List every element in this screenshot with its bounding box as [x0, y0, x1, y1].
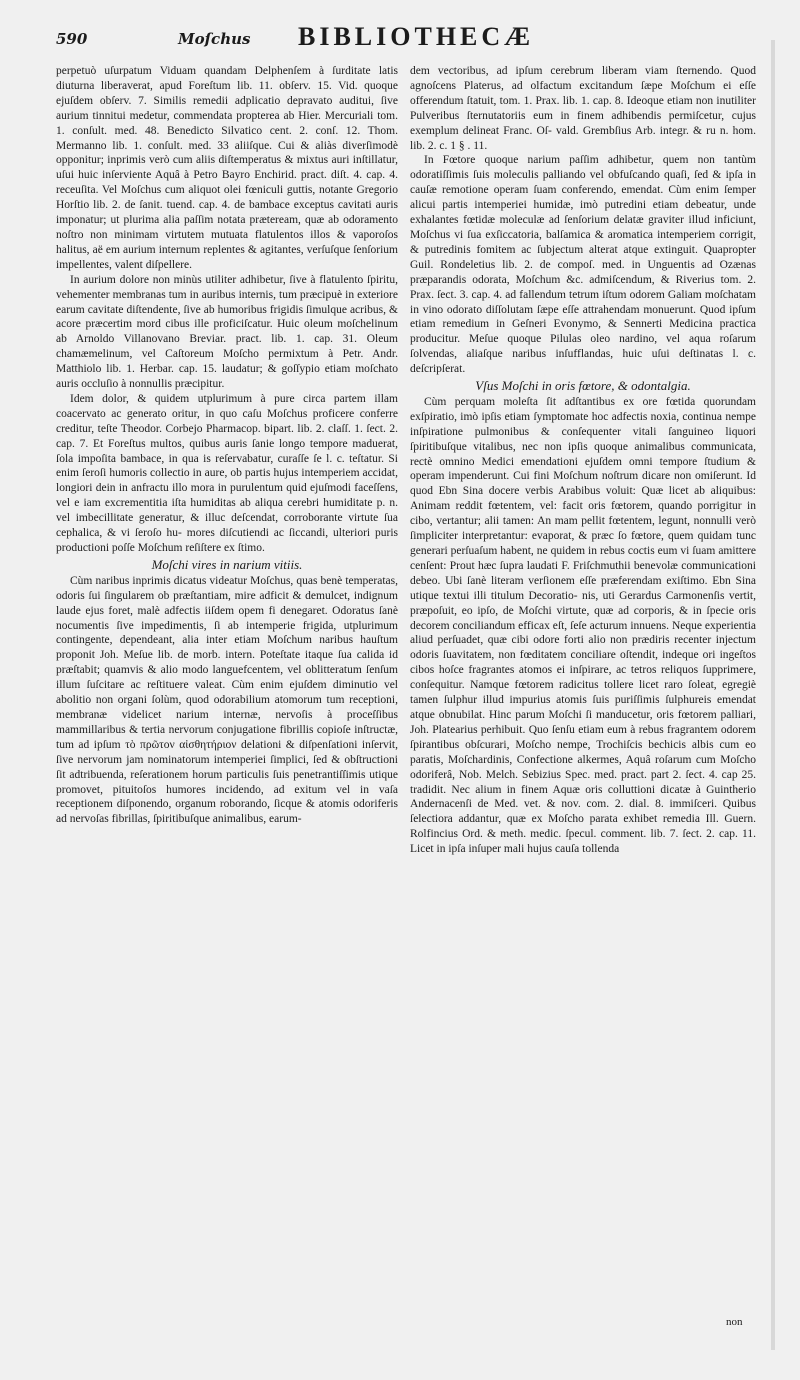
paragraph: In Fœtore quoque narium paſſim adhibetur, quem non tantùm odoratiſſimis ſuis moleculis palliando vel obfuſcando quaſi, ſed & ipſa in cauſæ remotione operam ſuam conferendo, emendat. Cùm enim ſemper alicui partis intemperiei humidæ, imò putredini etiam debeatur, unde exhalantes fœtidæ moleculæ ad ſenſorium delatæ graviter illud inficiunt, Moſchus vi ſua exſiccatoria, balſamica & aromatica intemperiem corrigit, & putredinis fomitem ac ſubjectum alterat atque extinguit. Quapropter Guil. Rondeletius lib. 2. de compoſ. med. in Unguentis ad Ozænas præparandis odorata, Moſchum &c. admiſcendum, & Riverius tom. 2. Prax. ſect. 3. cap. 4. ad fallendum tetrum iſtum odorem Galiam moſchatam in vino odorato diſſolutam ſæpe eſſe attrahendam monuerunt. Quod ipſum etiam remedium in Geſneri Evonymo, & Sennerti Medicina practica producitur. Meſue quoque Pilulas oleo nardino, vel aqua roſarum ſolvendas, aliaſque naribus inſufflandas, huic uſui deſtinatas l. c. deſcripſerat.	[410, 154, 756, 376]
paragraph: Idem dolor, & quidem utplurimum à pure circa partem illam coacervato ac generato oritur, in quo caſu Moſchus proficere conferre creditur, teſte Theodor. Corbejo Pharmacop. bipart. lib. 2. claſſ. 1. ſect. 2. cap. 7. Et Foreſtus multos, quibus auris ſanie longo tempore maduerat, ſola impoſita bambace, in qua is reſervabatur, curaſſe ſe l. c. teſtatur. Si enim ſeroſi humoris collectio in aure, ob partis hujus intemperiem accidat, longiori dein in anfractu illo mora in purulentum quid ejuſmodi faceſſens, vel e iam excrementitia iſta humiditas ab aliqua cerebri humiditate p. n. vel imbecillitate generatur, & illuc deſcendat, corroborante virtute ſua cephalica, & vi ſeroſo hu- mores diſcutiendi ac ſiccandi, ulteriori puris productioni poſſe Moſchum reſiſtere ex ſtimo.	[56, 392, 398, 554]
running-header	[56, 20, 756, 54]
page-title: BIBLIOTHECÆ	[298, 22, 535, 51]
page-edge-shadow	[771, 40, 775, 1350]
catchword: non	[726, 1316, 743, 1328]
paragraph: perpetuò uſurpatum Viduam quandam Delphenſem à ſurditate latis diuturna liberaverat, apud Foreſtum lib. 11. obſerv. 15. Vid. quoque ejuſdem obſerv. 7. Similis remedii adplicatio depravato auditui, ſive aurium tinnitui medetur, commendata propterea ab Hier. Mercuriali tom. 1. conſult. med. 48. Benedicto Silvatico cent. 2. conſ. 12. Thom. Mermanno lib. 1. conſult. med. 33 aliiſque. Cui & aliàs diverſimodè opponitur; inprimis verò cum aliis diſtemperatus & mixtus auri inſtillatur, uſui huic inſerviente Aquâ à Petro Bayro Enchirid. pract. diſt. 4. cap. 4. receuſita. Vel Moſchus cum aliquot olei fœniculi guttis, notante Gregorio Horſtio lib. 2. de ſanit. tuend. cap. 4. de bambace exceptus cavitati auris imponatur; ut plurima alia paſſim notata præteream, quæ ab odoramento noſtro non minimam virtutem mutuata flatulentos illos & vaporoſos halitus, aë em aurium internum replentes & agitantes, verſuſque ſenſorium impellentes, valent diſpellere.	[56, 65, 398, 271]
section-heading: Vſus Moſchi in oris fœtore, & odontalgia.	[475, 378, 691, 394]
right-column	[410, 64, 756, 857]
paragraph: Cùm perquam moleſta ſit adſtantibus ex ore fœtida quorundam exſpiratio, imò ipſis etiam ſymptomate hoc adfectis noxia, continua nempe inſpiratione pulmonibus & conſequenter vitali ſanguineo liquori ſpiritibuſque vitalibus, nec non ipſis quoque animalibus communicata, rectè omnino Medici emendationi ejuſdem omni tempore ſtudium & operam impenderunt. Cui fini Moſchum noſtrum dicare non omiſerunt. Id quod Ebn Sina docere verbis Arabibus voluit: Quæ licet ab aliquibus: Animam reddit fœtentem, vel: facit oris fœtorem, quando porrigitur in cibo, vertantur; alii tamen: An mam pellit fœtentem, legunt, nonnulli verò ſimpliciter interpretantur: evaporat, & præc ſo fœtore, quem quidam tunc generari perſuaſum habent, ne quidem in rebus coctis eum vi ſuam amittere cenſent: Prout hæc ſupra laudati F. Friſchmuthii benevolæ communicationi debeo. Ubi ſanè literam verſionem eſſe præferendam exiſtimo. Ebn Sina utique textui illi titulum Decoratio- nis, uti Gerardus Carmonenſis vertit, præpoſuit, eo ipſo, de Moſchi virtute, quæ ad corporis, & in ſpecie oris decorem conciliandum efficax eſt, ſeſe acturum innuens. Neque experientia aliud perſuadet, quæ cibi odore forti alio non prædiris recenter injectum odoris ſuavitatem, non fœditatem conciliare oſtendit, indeque ori ingeſtos cibos hoſce fragrantes atomos ei inſpirare, ac tetros reliquos ſupprimere, conſequitur. Namque fœtorem radicitus tollere licet raro ſoleat, egregiè tamen ſulphur illud impurius atomis ſuis puriſſimis ſulphureis emendat atque obnubilat. Hinc parum Moſchi ſi manducetur, oris fœtorem palliari, Joh. Platearius perhibuit. Quo ſenſu etiam eum à rebus fragrantem odorem ſpirantibus obſcurari, Moſcho nempe, Trochiſcis bechicis albis cum eo paratis, Moſchardinis, Confectione alkermes, Aquâ roſarum cum Moſcho odoriferâ, Nob. Melch. Sebizius Spec. med. pract. part 2. ſect. 4. cap 25. tradidit. Nec alium in finem Aquæ oris colluttioni dicatæ à Guintherio Andernacenſi de Med. vet. & nov. com. 2. dial. 8. immiſceri. Quibus ſelectiora addantur, quæ ex Moſcho parata exhibet remedia Ill. Guern. Rolfincius Ord. & meth. medic. ſpecul. comment. lib. 7. ſect. 2. cap. 11. Licet in ipſa inſuper mali hujus cauſa tollenda	[410, 395, 756, 856]
page-number: 590	[56, 30, 88, 48]
section-heading: Moſchi vires in narium vitiis.	[151, 556, 303, 572]
running-word: Moſchus	[178, 30, 251, 48]
paragraph: Cùm naribus inprimis dicatus videatur Moſchus, quas benè temperatas, odoris ſui ſingularem ob præſtantiam, mire adficit & demulcet, indignum laude ejus foret, malè adfectis iiſdem opem fi denegaret. Odoratus ſanè nocumentis ſive impedimentis, ſi ab intemperie frigida, utplurimum contingente, dependeant, alia inter etiam Moſchum naribus hauſtum proponit Joh. Meſue lib. de morb. intern. Poteſtate itaque ſua calida id præſtabit; quamvis & alio modo languefcentem, vel oblitteratum ſenſum illum ſuſcitare ac reſtituere valeat. Cùm enim ejuſdem diminutio vel abolitio non organi ſolùm, quod odorabilium atomorum tum receptioni, membranæ videlicet narium internæ, nervoſis à proceſſibus mammillaribus & tertia nervorum conjugatione fibrillis copioſe inſtructæ, tum ad ipſum τὸ πρῶτον αἰσθητήριον delationi & diſpenſationi inſervit, ſive nervorum jam nominatorum intemperiei ſimplici, ſed & obſtructioni ſit adtribuenda, reſerationem horum particulis ſuis penetrantiſſimis utique promovet, pituitoſos humores incidendo, ad exitum vel in vaſa receptionem diſponendo, organum roborando, ſicque & atomis odoriferis ad nervoſas fibrillas, ſpiritibuſque animalibus, earum-	[56, 574, 398, 826]
paragraph: dem vectoribus, ad ipſum cerebrum liberam viam ſternendo. Quod agnoſcens Platerus, ad olfactum excitandum ſæpe Moſchum ei eſſe offerendum ſtatuit, tom. 1. Prax. lib. 1. cap. 8. Ideoque etiam non inutiliter Pulveribus ſternutatoriis eum in finem adhibendis permiſcetur, cujus exemplum delineat Franc. Oſ- vald. Grembſius Arb. integr. & ru n. hom. lib. 2. c. 1 § . 11.	[410, 65, 756, 152]
paragraph: In aurium dolore non minùs utiliter adhibetur, ſive à flatulento ſpiritu, vehementer membranas tum in auribus internis, tum præcipuè in exteriore earum cavitate diſtendente, ſive ab humoribus frigidis ſimulque acribus, & acore præcertim mord cibus ille proficiſcatur. Huic oleum moſchelinum ab Arnoldo Villanovano Breviar. pract. lib. 1. cap. 31. Oleum chamæmelinum, vel Caſtoreum Moſcho permixtum à Petr. Andr. Matthiolo lib. 1. Herbar. cap. 15. laudatur; & goſſypio etiam moſchato auris occluſio à nonnullis præcipitur.	[56, 273, 398, 391]
left-column	[56, 64, 398, 827]
